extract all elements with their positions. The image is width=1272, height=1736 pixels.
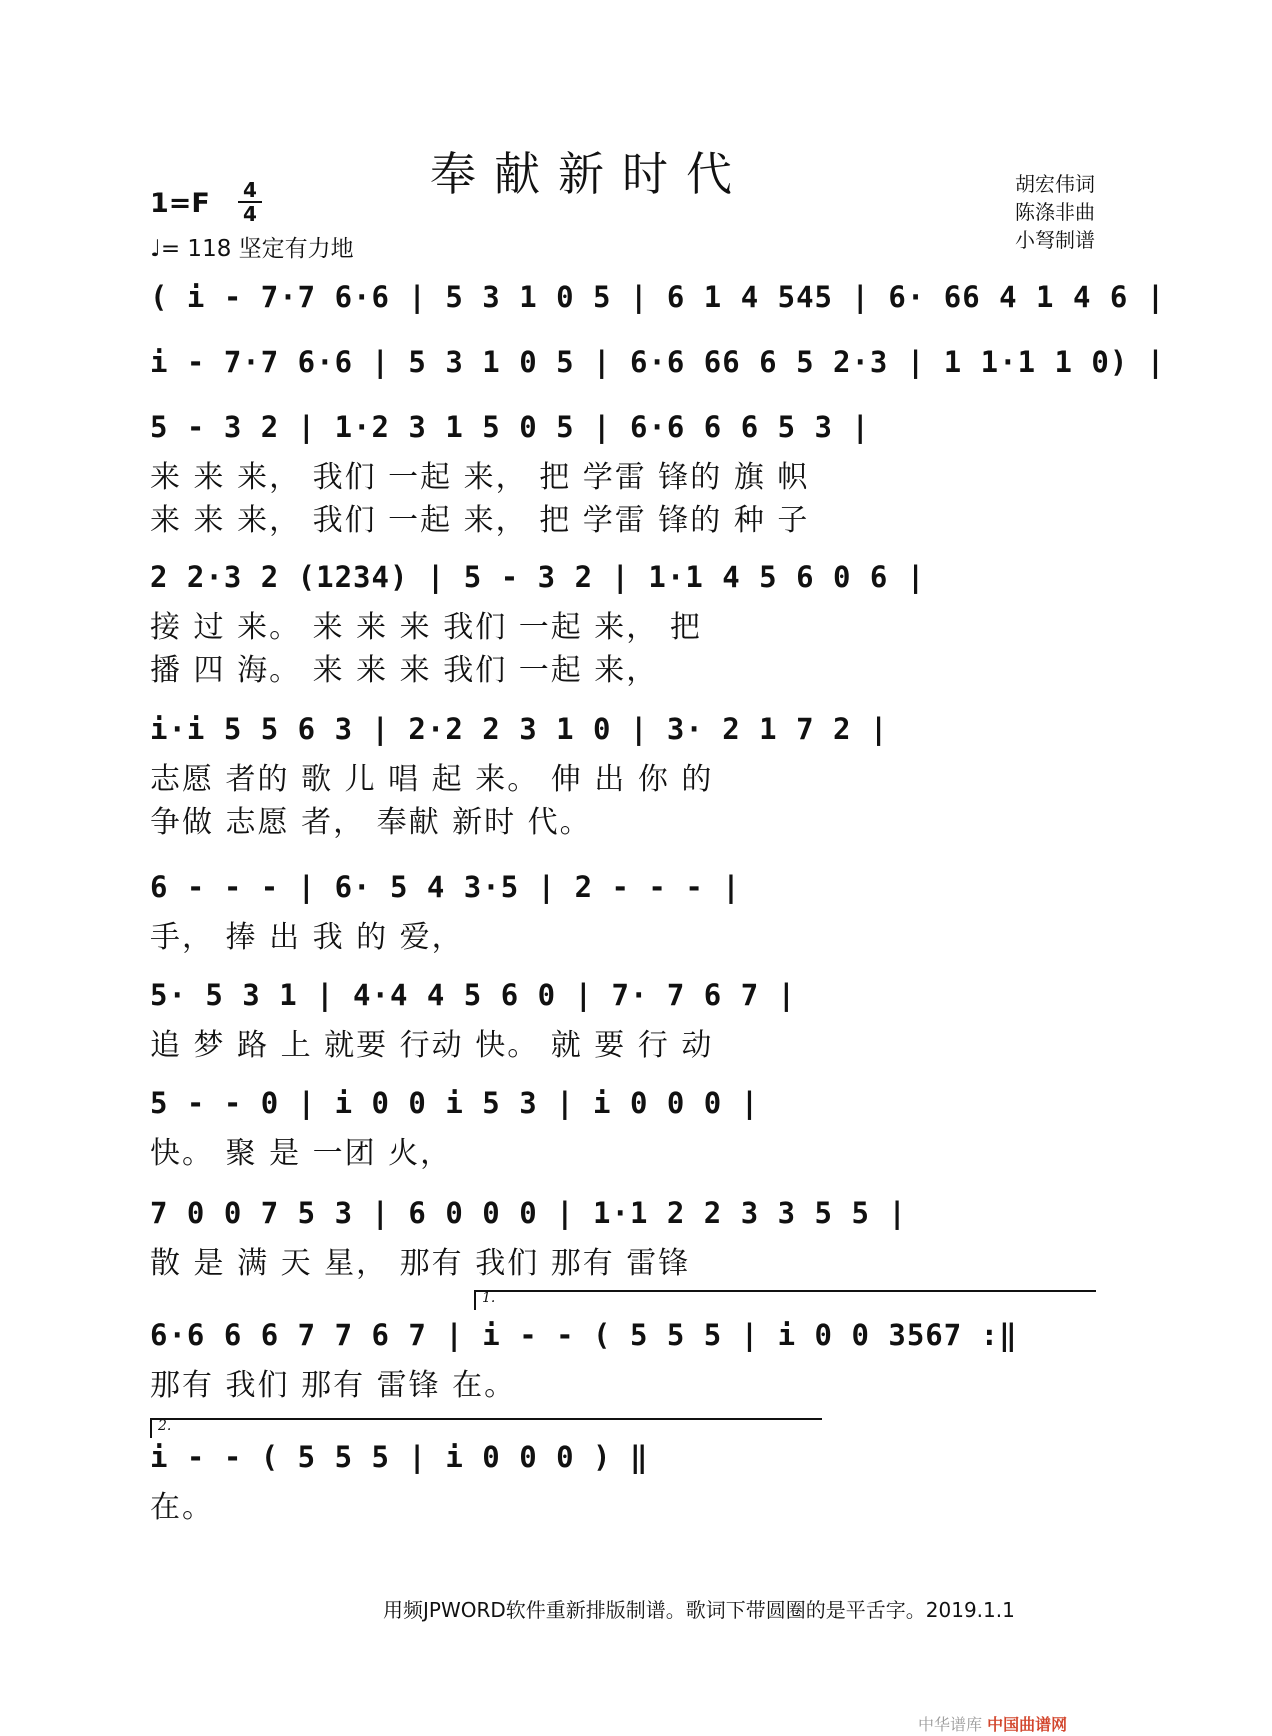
tempo-marking: ♩= 118 坚定有力地 (150, 236, 354, 262)
notation-line-10: 6·6 6 6 7 7 6 7 | i - - ( 5 5 5 | i 0 0 3567 :‖ (150, 1318, 1018, 1352)
composer-credit: 陈涤非曲 (1015, 200, 1095, 224)
first-ending-label: 1. (482, 1290, 496, 1306)
time-signature-top: 4 (243, 178, 257, 202)
lyric-line-8: 快。 聚 是 一团 火， (150, 1136, 453, 1171)
lyric-line-6: 手， 捧 出 我 的 爱， (150, 920, 464, 955)
lyric-line-9: 散 是 满 天 星， 那有 我们 那有 雷锋 (150, 1246, 691, 1281)
watermark-brand: 中国曲谱网 (987, 1715, 1068, 1734)
notation-line-11: i - - ( 5 5 5 | i 0 0 0 ) ‖ (150, 1440, 649, 1474)
notation-line-2: i - 7·7 6·6 | 5 3 1 0 5 | 6·6 66 6 5 2·3 | 1 1·1 1 0) | (150, 345, 1166, 379)
notation-line-5: i·i 5 5 6 3 | 2·2 2 3 1 0 | 3· 2 1 7 2 | (150, 712, 889, 746)
notation-line-9: 7 0 0 7 5 3 | 6 0 0 0 | 1·1 2 2 3 3 5 5 | (150, 1196, 907, 1230)
lyric-line-10: 那有 我们 那有 雷锋 在。 (150, 1368, 517, 1403)
time-signature-bottom: 4 (243, 202, 257, 226)
second-ending-bracket (150, 1418, 822, 1438)
first-ending-bracket (474, 1290, 1096, 1310)
notation-line-4: 2 2·3 2 (1234) | 5 - 3 2 | 1·1 4 5 6 0 6 | (150, 560, 926, 594)
song-title: 奉献新时代 (430, 147, 750, 201)
credits (1015, 170, 1095, 254)
notation-line-8: 5 - - 0 | i 0 0 i 5 3 | i 0 0 0 | (150, 1086, 760, 1120)
key-signature: 1=F (150, 188, 210, 219)
notation-line-7: 5· 5 3 1 | 4·4 4 5 6 0 | 7· 7 6 7 | (150, 978, 797, 1012)
lyric-line-3-verse-2: 来 来 来， 我们 一起 来， 把 学雷 锋的 种 子 (150, 503, 810, 538)
arranger-credit: 小弩制谱 (1015, 228, 1095, 252)
time-signature (238, 180, 262, 224)
lyric-line-7: 追 梦 路 上 就要 行动 快。 就 要 行 动 (150, 1028, 714, 1063)
lyricist-credit: 胡宏伟词 (1015, 172, 1095, 196)
lyric-line-3-verse-1: 来 来 来， 我们 一起 来， 把 学雷 锋的 旗 帜 (150, 460, 810, 495)
lyric-line-4-verse-2: 播 四 海。 来 来 来 我们 一起 来， (150, 653, 659, 688)
lyric-line-5-verse-1: 志愿 者的 歌 儿 唱 起 来。 伸 出 你 的 (150, 762, 714, 797)
notation-line-3: 5 - 3 2 | 1·2 3 1 5 0 5 | 6·6 6 6 5 3 | (150, 410, 870, 444)
notation-line-6: 6 - - - | 6· 5 4 3·5 | 2 - - - | (150, 870, 741, 904)
watermark-prefix: 中华谱库 (918, 1715, 983, 1734)
watermark (918, 1712, 1067, 1735)
notation-line-1: ( i - 7·7 6·6 | 5 3 1 0 5 | 6 1 4 545 | 6· 66 4 1 4 6 | (150, 280, 1166, 314)
lyric-line-5-verse-2: 争做 志愿 者， 奉献 新时 代。 (150, 805, 592, 840)
footer-note: 用频JPWORD软件重新排版制谱。歌词下带圆圈的是平舌字。2019.1.1 (383, 1598, 1015, 1622)
lyric-line-4-verse-1: 接 过 来。 来 来 来 我们 一起 来， 把 (150, 610, 702, 645)
second-ending-label: 2. (158, 1418, 172, 1434)
lyric-line-11: 在。 (150, 1490, 214, 1525)
